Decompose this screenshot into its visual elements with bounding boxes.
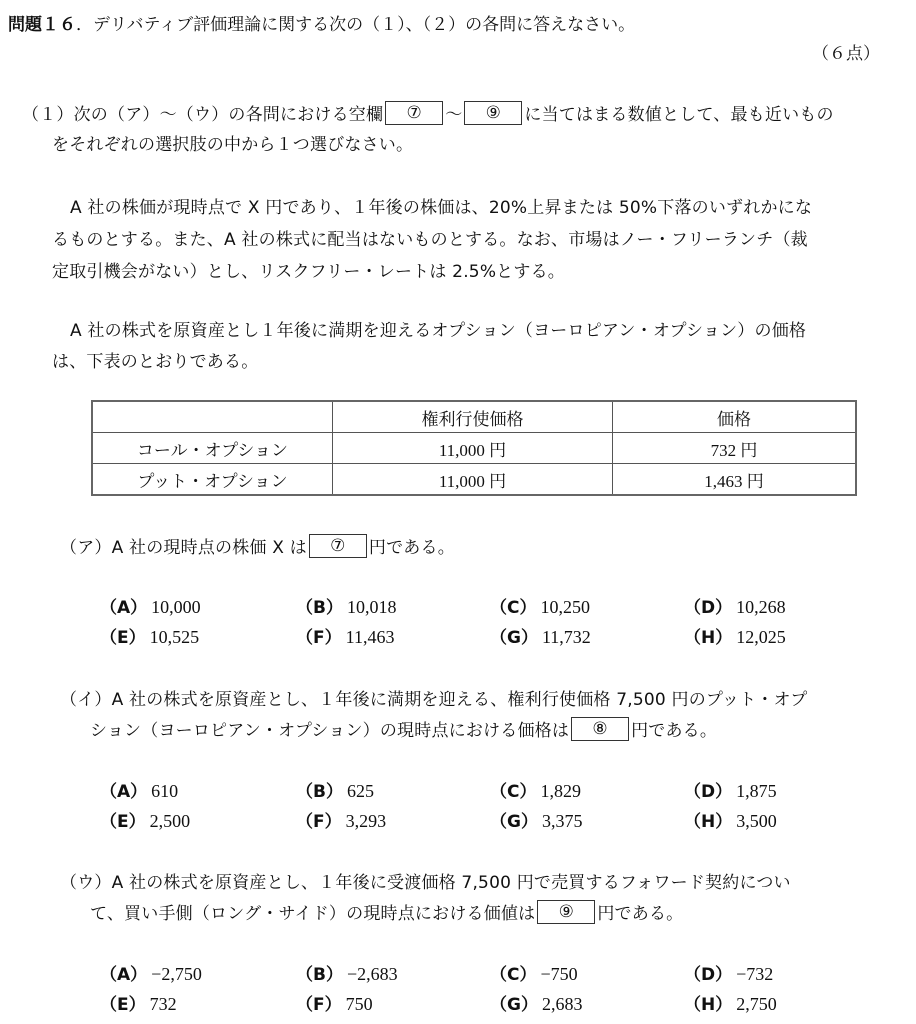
choice-a-G[interactable]	[490, 623, 591, 648]
premise-line: A 社の株式を原資産とし１年後に満期を迎えるオプション（ヨーロピアン・オプション）の価格	[70, 321, 807, 341]
choice-value: 3,500	[736, 811, 777, 831]
choice-label: （G）	[490, 812, 538, 832]
choice-i-D[interactable]	[684, 777, 777, 802]
choice-a-E[interactable]	[100, 623, 199, 648]
table-cell-price: 1,463 円	[613, 464, 857, 496]
choice-u-G[interactable]	[490, 990, 582, 1015]
question-u-stem-end: 円である。	[597, 904, 684, 924]
choice-a-H[interactable]	[684, 623, 786, 648]
choice-label: （E）	[100, 812, 146, 832]
choice-value: 610	[151, 781, 179, 801]
premise-line: は、下表のとおりである。	[52, 352, 259, 372]
part1-instruction-line1	[22, 100, 834, 127]
premise-line: A 社の株価が現時点で X 円であり、１年後の株価は、20%上昇または 50%下落のいずれかにな	[70, 198, 813, 218]
table-header-row	[92, 401, 856, 433]
choice-label: （G）	[490, 628, 538, 648]
choice-value: 10,018	[346, 597, 397, 617]
choice-u-E[interactable]	[100, 990, 177, 1015]
premise-line: るものとする。また、A 社の株式に配当はないものとする。なお、市場はノー・フリーランチ（裁	[52, 230, 808, 250]
choice-value: 11,732	[541, 627, 591, 647]
choice-a-A[interactable]	[100, 593, 201, 618]
choice-a-B[interactable]	[296, 593, 396, 618]
table-header-cell	[92, 401, 333, 433]
choice-i-H[interactable]	[684, 807, 777, 832]
question-u-text-line1: （ウ）A 社の株式を原資産とし、１年後に受渡価格 7,500 円で売買するフォワード契約につい	[60, 873, 791, 893]
table-cell-strike: 11,000 円	[333, 464, 613, 496]
choice-label: （H）	[684, 628, 733, 648]
question-i-text-line1: （イ）A 社の株式を原資産とし、１年後に満期を迎える、権利行使価格 7,500 円のプット・オプ	[60, 690, 808, 710]
question-a-stem-end: 円である。	[368, 538, 455, 558]
choice-value: −2,750	[151, 964, 202, 984]
choice-value: 3,293	[345, 811, 387, 831]
choice-label: （A）	[100, 965, 148, 985]
choice-u-B[interactable]	[296, 960, 398, 985]
table-row	[92, 433, 856, 464]
table-cell-option-type: プット・オプション	[92, 464, 333, 496]
choice-i-C[interactable]	[490, 777, 581, 802]
points-label: （６点）	[812, 44, 880, 64]
table-cell-strike: 11,000 円	[333, 433, 613, 464]
choice-value: 10,268	[736, 597, 786, 617]
choice-value: 732	[149, 994, 177, 1014]
question-title	[8, 10, 635, 35]
choice-i-B[interactable]	[296, 777, 374, 802]
choice-i-G[interactable]	[490, 807, 582, 832]
choice-label: （C）	[490, 965, 537, 985]
choice-u-H[interactable]	[684, 990, 777, 1015]
choice-value: −2,683	[346, 964, 398, 984]
choice-value: 3,375	[541, 811, 583, 831]
choice-value: 2,683	[541, 994, 583, 1014]
choice-label: （B）	[296, 965, 343, 985]
question-a-stem: （ア）A 社の現時点の株価 X は	[60, 538, 307, 558]
premise-line: 定取引機会がない）とし、リスクフリー・レートは 2.5%とする。	[52, 262, 565, 282]
choice-label: （B）	[296, 598, 343, 618]
part1-intro-text-cont: に当てはまる数値として、最も近いもの	[524, 105, 834, 125]
choice-u-F[interactable]	[296, 990, 373, 1015]
question-number: 問題１６	[8, 15, 76, 35]
choice-i-E[interactable]	[100, 807, 190, 832]
question-i-text-line2	[90, 716, 717, 743]
question-title-text: ．デリバティブ評価理論に関する次の（１）、（２）の各問に答えなさい。	[76, 15, 636, 35]
question-u-stem: て、買い手側（ロング・サイド）の現時点における価値は	[90, 904, 536, 924]
choice-label: （E）	[100, 628, 146, 648]
choice-u-A[interactable]	[100, 960, 202, 985]
choice-label: （C）	[490, 782, 537, 802]
choice-a-D[interactable]	[684, 593, 786, 618]
choice-label: （B）	[296, 782, 343, 802]
part1-instruction-line2: をそれぞれの選択肢の中から１つ選びなさい。	[52, 135, 414, 155]
blank-box-8: ⑧	[571, 717, 629, 741]
choice-i-F[interactable]	[296, 807, 386, 832]
choice-label: （F）	[296, 628, 342, 648]
choice-value: 2,750	[736, 994, 777, 1014]
tilde: ～	[445, 105, 463, 125]
choice-value: 1,829	[540, 781, 581, 801]
choice-a-C[interactable]	[490, 593, 590, 618]
choice-label: （D）	[684, 598, 733, 618]
choice-label: （A）	[100, 598, 148, 618]
question-a-text	[60, 533, 455, 560]
choice-value: 750	[345, 994, 373, 1014]
choice-u-D[interactable]	[684, 960, 773, 985]
choice-i-A[interactable]	[100, 777, 178, 802]
choice-label: （G）	[490, 995, 538, 1015]
choice-label: （F）	[296, 995, 342, 1015]
table-row	[92, 464, 856, 496]
table-header-cell: 権利行使価格	[333, 401, 613, 433]
choice-value: 625	[346, 781, 374, 801]
choice-label: （F）	[296, 812, 342, 832]
choice-value: −732	[736, 964, 774, 984]
choice-label: （H）	[684, 995, 733, 1015]
choice-value: 10,250	[540, 597, 590, 617]
table-cell-price: 732 円	[613, 433, 857, 464]
part1-intro-text: （１）次の（ア）～（ウ）の各問における空欄	[22, 105, 384, 125]
blank-box-9: ⑨	[464, 101, 522, 125]
choice-label: （D）	[684, 965, 733, 985]
choice-value: 10,000	[151, 597, 201, 617]
blank-box-9: ⑨	[537, 900, 595, 924]
choice-label: （D）	[684, 782, 733, 802]
choice-value: 11,463	[345, 627, 395, 647]
question-i-stem: ション（ヨーロピアン・オプション）の現時点における価格は	[90, 721, 570, 741]
blank-box-7: ⑦	[309, 534, 367, 558]
choice-u-C[interactable]	[490, 960, 578, 985]
choice-label: （H）	[684, 812, 733, 832]
choice-value: 10,525	[149, 627, 200, 647]
table-header-cell: 価格	[613, 401, 857, 433]
option-price-table	[91, 400, 857, 496]
choice-label: （E）	[100, 995, 146, 1015]
choice-value: 1,875	[736, 781, 777, 801]
table-cell-option-type: コール・オプション	[92, 433, 333, 464]
choice-value: 12,025	[736, 627, 786, 647]
choice-value: −750	[540, 964, 578, 984]
choice-label: （C）	[490, 598, 537, 618]
choice-value: 2,500	[149, 811, 191, 831]
choice-a-F[interactable]	[296, 623, 394, 648]
question-u-text-line2	[90, 899, 683, 926]
blank-box-7: ⑦	[385, 101, 443, 125]
choice-label: （A）	[100, 782, 148, 802]
question-i-stem-end: 円である。	[631, 721, 718, 741]
